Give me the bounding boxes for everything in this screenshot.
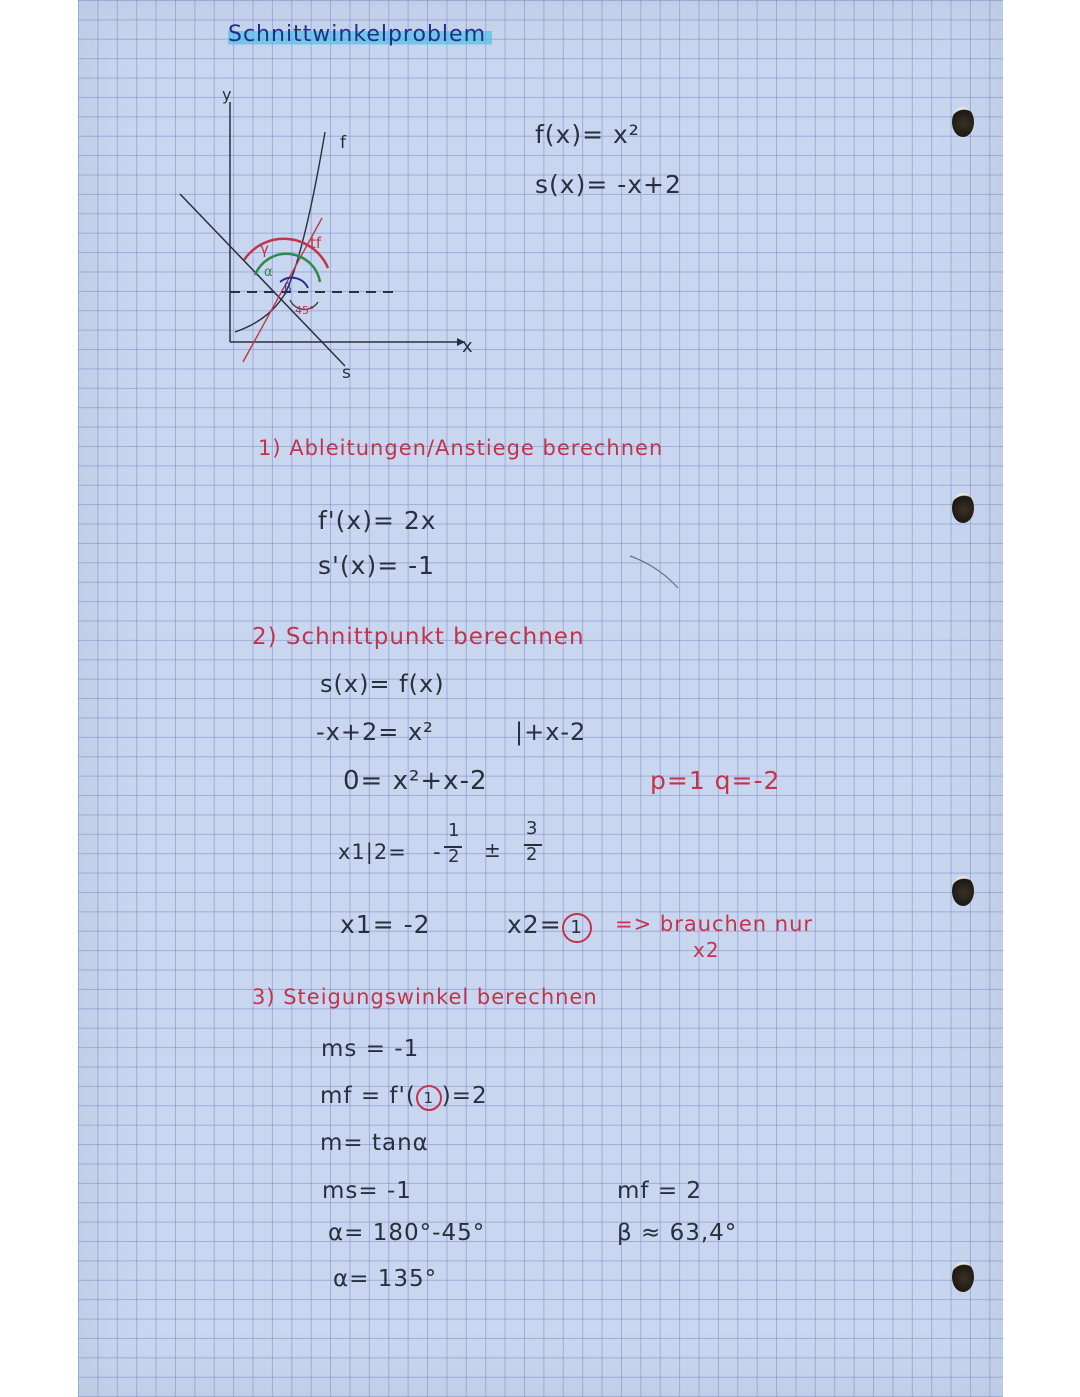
slope-f <box>320 1083 488 1111</box>
x2-circled: 1 <box>562 913 592 943</box>
tangent-label: tf <box>310 234 322 252</box>
s-derivative: s'(x)= -1 <box>318 551 436 580</box>
punch-hole-2 <box>952 493 974 523</box>
x2-lhs: x2= <box>507 910 562 939</box>
x-axis-label: x <box>462 336 473 357</box>
equation-normal-form: 0= x²+x-2 <box>343 766 488 796</box>
pen-stroke-mark <box>628 552 688 592</box>
s-line-label: s <box>342 363 351 383</box>
alpha-result: α= 135° <box>333 1266 438 1292</box>
angle-45-label: 45° <box>295 304 315 317</box>
step1-heading: 1) Ableitungen/Anstiege berechnen <box>258 436 664 460</box>
f-curve-label: f <box>340 133 346 153</box>
frac1-den: 2 <box>448 846 461 867</box>
gamma-label: γ <box>260 240 269 258</box>
slope-f-circled: 1 <box>416 1085 442 1111</box>
f-derivative: f'(x)= 2x <box>318 506 437 535</box>
page-title: Schnittwinkelproblem <box>228 22 492 47</box>
slope-f-lhs: mf = f'( <box>320 1083 416 1109</box>
function-s: s(x)= -x+2 <box>535 170 682 199</box>
plus-minus: ± <box>484 838 502 862</box>
pq-formula: x1|2= - 1 2 ± 3 2 <box>338 818 558 878</box>
slope-tan-formula: m= tanα <box>320 1130 429 1156</box>
solution-x1: x1= -2 <box>340 910 431 939</box>
function-f: f(x)= x² <box>535 120 640 149</box>
beta-result: β ≈ 63,4° <box>617 1220 738 1246</box>
slope-f-repeat: mf = 2 <box>617 1178 703 1204</box>
equation-line2: -x+2= x² <box>316 718 434 746</box>
frac2-num: 3 <box>526 818 539 839</box>
alpha-label: α <box>264 265 273 280</box>
pq-values: p=1 q=-2 <box>650 766 781 795</box>
solution-x2 <box>507 910 592 943</box>
equation-operation: |+x-2 <box>515 718 587 746</box>
frac2-den: 2 <box>526 844 539 865</box>
note-x2: x2 <box>693 938 720 962</box>
equation-s-equals-f: s(x)= f(x) <box>320 670 445 698</box>
x12-lhs: x1|2= <box>338 840 407 864</box>
slope-s-repeat: ms= -1 <box>322 1178 412 1204</box>
step2-heading: 2) Schnittpunkt berechnen <box>252 624 585 650</box>
beta-label: β <box>284 281 292 295</box>
y-axis-label: y <box>222 85 232 104</box>
note-only-x2: => brauchen nur <box>615 912 814 936</box>
frac1-num: 1 <box>448 820 461 841</box>
slope-f-rhs: )=2 <box>441 1083 488 1109</box>
slope-s: ms = -1 <box>321 1036 420 1062</box>
step3-heading: 3) Steigungswinkel berechnen <box>252 985 598 1009</box>
punch-hole-1 <box>952 107 974 137</box>
alpha-calc: α= 180°-45° <box>328 1220 486 1246</box>
punch-hole-4 <box>952 1262 974 1292</box>
punch-hole-3 <box>952 876 974 906</box>
